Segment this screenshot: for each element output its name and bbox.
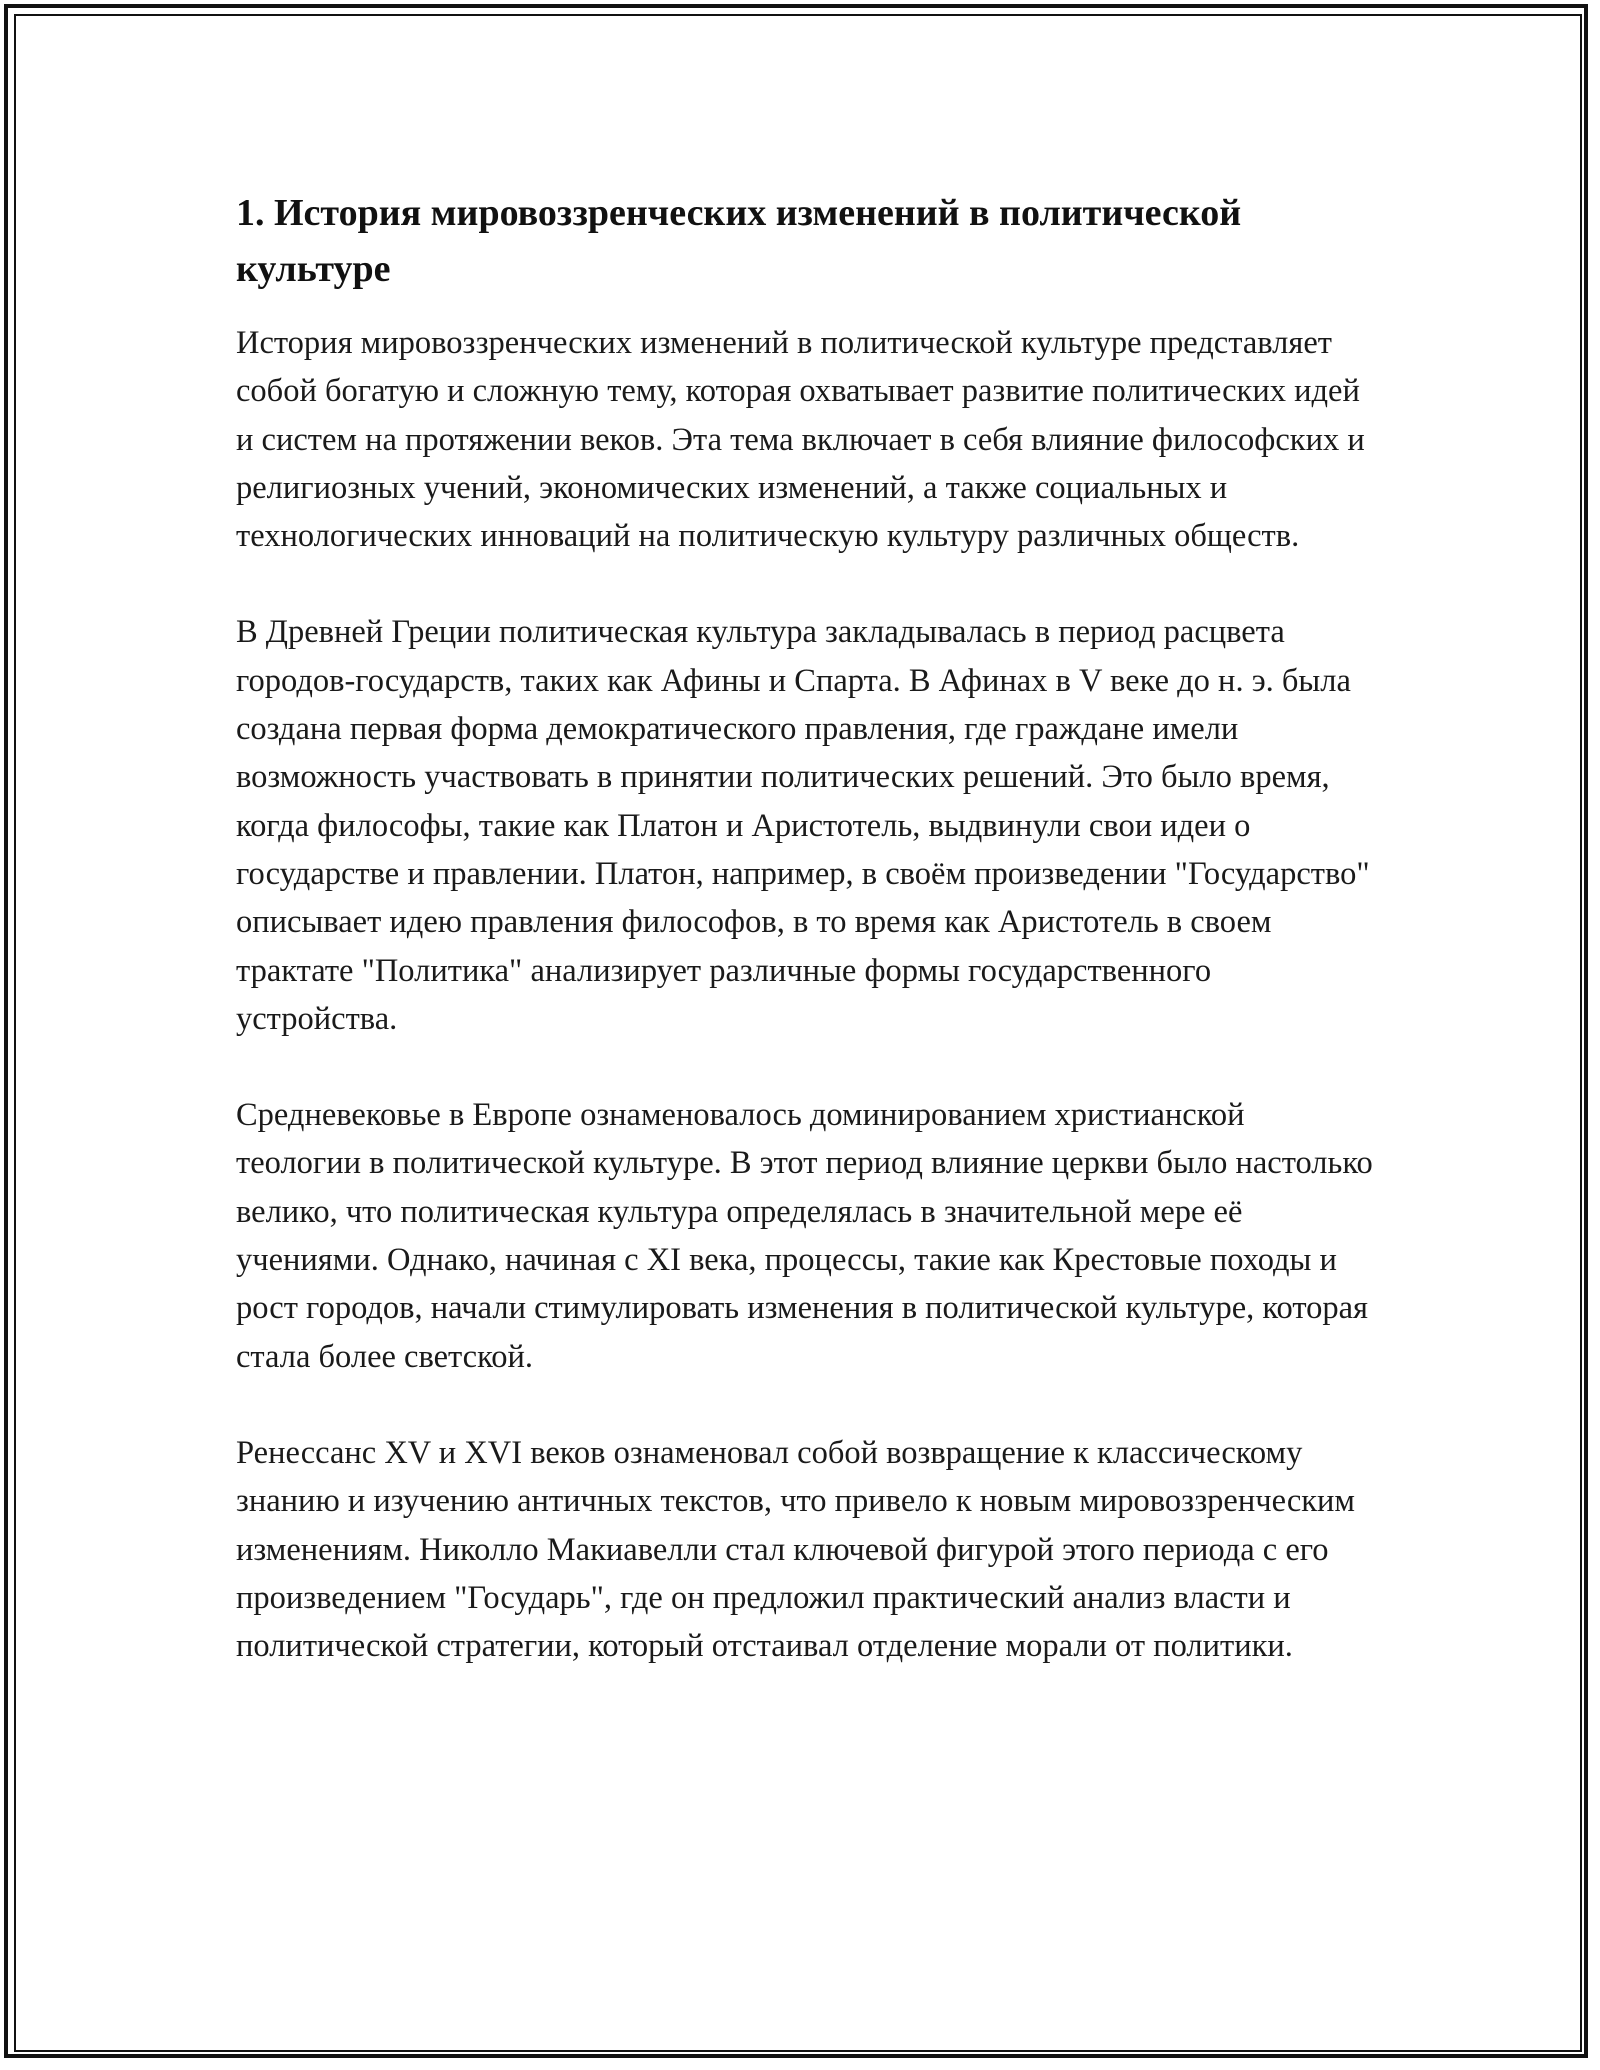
document-body	[236, 185, 1376, 1670]
paragraph-ancient-greece: В Древней Греции политическая культура закладывалась в период расцвета городов-государств, таких как Афины и Спарта. В Афинах в V веке до н. э. была создана первая форма демократического правления, где граждане имели возможность участвовать в принятии политических решений. Это было время, когда философы, такие как Платон и Аристотель, выдвинули свои идеи о государстве и правлении. Платон, например, в своём произведении "Государство" описывает идею правления философов, в то время как Аристотель в своем трактате "Политика" анализирует различные формы государственного устройства.	[236, 614, 1370, 1037]
paragraph-renaissance: Ренессанс XV и XVI веков ознаменовал собой возвращение к классическому знанию и изучению античных текстов, что привело к новым мировоззренческим изменениям. Николло Макиавелли стал ключевой фигурой этого периода с его произведением "Государь", где он предложил практический анализ власти и политической стратегии, который отстаивал отделение морали от политики.	[236, 1434, 1355, 1665]
paragraph-intro: История мировоззренческих изменений в политической культуре представляет собой богатую и сложную тему, которая охватывает развитие политических идей и систем на протяжении веков. Эта тема включает в себя влияние философских и религиозных учений, экономических изменений, а также социальных и технологических инноваций на политическую культуру различных обществ.	[236, 325, 1365, 555]
section-title: 1. История мировоззренческих изменений в политической культуре	[236, 192, 1242, 290]
paragraph-middle-ages: Средневековье в Европе ознаменовалось доминированием христианской теологии в политической культуре. В этот период влияние церкви было настолько велико, что политическая культура определялась в значительной мере её учениями. Однако, начиная с XI века, процессы, такие как Крестовые походы и рост городов, начали стимулировать изменения в политической культуре, которая стала более светской.	[236, 1097, 1373, 1375]
